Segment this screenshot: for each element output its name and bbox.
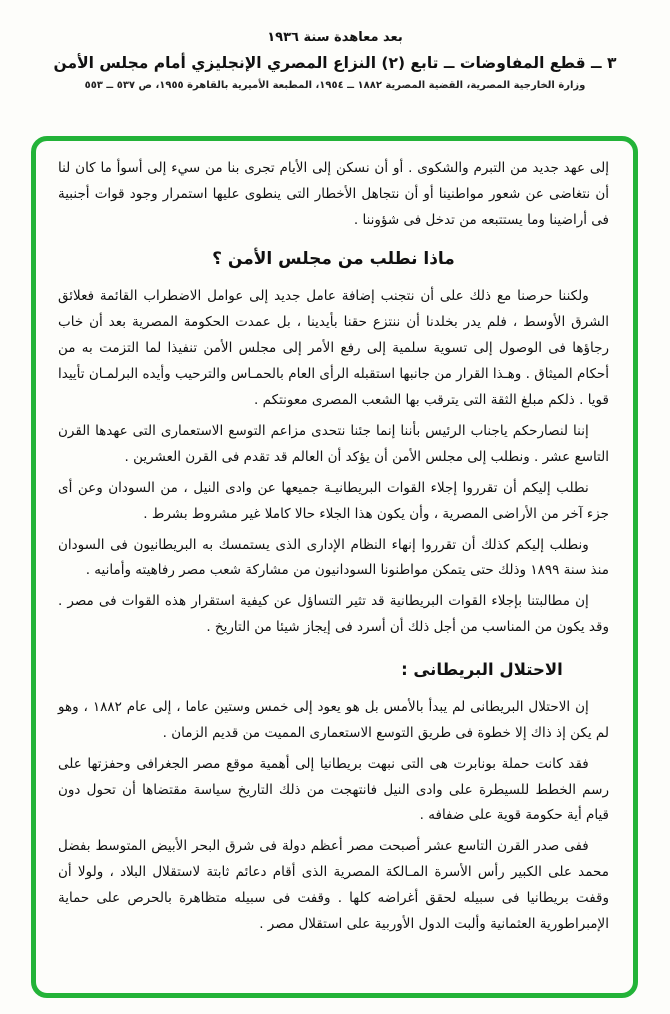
document-header <box>0 30 670 91</box>
heading-british-occupation: الاحتلال البريطانى : <box>401 660 563 680</box>
document-frame <box>31 136 638 998</box>
era-title: بعد معاهدة سنة ١٩٣٦ <box>267 30 403 45</box>
paragraph-occupation-start: إن الاحتلال البريطانى لم يبدأ بالأمس بل هو يعود إلى خمس وستين عاما ، إلى عام ١٨٨٢ ، وهو لم يكن إذ ذاك إلا خطوة فى طريق التوسع الاستعمارى المميت من قديم الزمان . <box>58 698 609 741</box>
paragraph-intro: إلى عهد جديد من التبرم والشكوى . أو أن نسكن إلى الأيام تجرى بنا من سيء إلى أسوأ ما كان لنا أن نتغاضى عن شعور مواطنينا أو أن نتجاهل الأخطار التى ينطوى عليها استمرار وجود قوات أجنبية فى أراضينا وما يستتبعه من تدخل فى شؤوننا . <box>58 160 609 228</box>
paragraph-demand-sudan: ونطلب إليكم كذلك أن تقرروا إنهاء النظام الإدارى الذى يستمسك به البريطانيون فى السودان منذ سنة ١٨٩٩ وذلك حتى يتمكن مواطنونا السودانيون من مشاركة شعب مصر رفاهيته وأمانيه . <box>58 536 609 579</box>
source-citation: وزارة الخارجية المصرية، القضية المصرية ١٨٨٢ ــ ١٩٥٤، المطبعة الأميرية بالقاهرة ١٩٥٥، ص ٥٣٧ ــ ٥٥٣ <box>84 80 586 91</box>
paragraph-caution: ولكننا حرصنا مع ذلك على أن نتجنب إضافة عامل جديد إلى عوامل الاضطراب القائمة فعلائق الشرق الأوسط ، فلم يدر بخلدنا أن ننتزع حقنا بأيدينا ، بل عمدت الحكومة المصرية بعد أن خاب رجاؤها فى الوصول إلى تسوية سلمية إلى رفع الأمر إلى مجلس الأمن تنفيذا لما التزمت به من أحكام الميثاق . وهـذا القرار من جانبها استقبله الرأى العام بالحمـاس والترحيب وأيده البرلمـان تأييدا قويا . ذلكم مبلغ الثقة التى يترقب بها الشعب المصرى معونتكم . <box>58 288 609 408</box>
section-title: ٣ ــ قطع المفاوضات ــ تابع (٢) النزاع المصري الإنجليزي أمام مجلس الأمن <box>53 54 617 72</box>
heading-security-council: ماذا نطلب من مجلس الأمن ؟ <box>212 248 455 269</box>
paragraph-frankness: إننا لنصارحكم ياجناب الرئيس بأننا إنما جئنا نتحدى مزاعم التوسع الاستعمارى التى عهدها القرن التاسع عشر . ونطلب إلى مجلس الأمن أن يؤكد أن العالم قد تقدم فى القرن العشرين . <box>58 422 609 465</box>
paragraph-history-intro: إن مطالبتنا بإجلاء القوات البريطانية قد تثير التساؤل عن كيفية استقرار هذه القوات فى مصر . وقد يكون من المناسب من أجل ذلك أن أسرد فى إيجاز شيئا من التاريخ . <box>58 593 609 636</box>
paragraph-demand-evacuation: نطلب إليكم أن تقرروا إجلاء القوات البريطانيـة جميعها عن وادى النيل ، من السودان وعن أى جزء آخر من الأراضى المصرية ، وأن يكون هذا الجلاء حالا كاملا غير مشروط بشرط . <box>58 479 609 522</box>
paragraph-mohamed-ali: ففى صدر القرن التاسع عشر أصبحت مصر أعظم دولة فى شرق البحر الأبيض المتوسط بفضل محمد على الكبير رأس الأسرة المـالكة المصرية الذى أقام دعائم ثابتة لاستقلال البلاد ، ولولا أن وقفت بريطانيا فى سبيله لحقق أغراضه كلها . وقفت فى سبيله متظاهرة بالحرص على حماية الإمبراطورية العثمانية وألبت الدول الأوربية على استقلال مصر . <box>58 838 609 933</box>
document-body <box>36 141 633 951</box>
paragraph-bonaparte: فقد كانت حملة بونابرت هى التى نبهت بريطانيا إلى أهمية موقع مصر الجغرافى وحفزتها على رسم الخطط للسيطرة على وادى النيل فانتهجت من ذلك التاريخ سياسة مقتضاها أن تحول دون قيام أية حكومة قوية على ضفافه . <box>58 755 609 824</box>
